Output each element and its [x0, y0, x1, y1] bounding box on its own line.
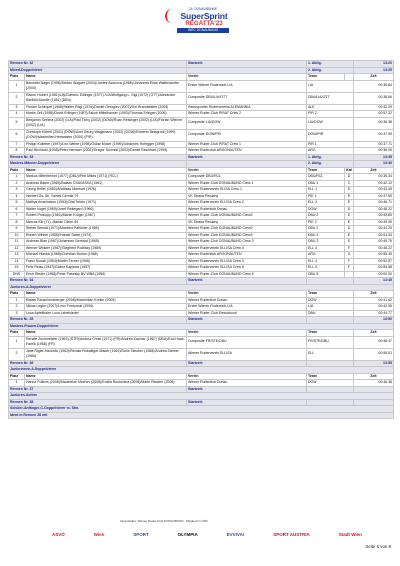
table-row: 4 Herbert Gs. 56, Tomáš Cernák 79 VK Strana Pieslany PIE 1 E 00:47.59	[9, 193, 394, 200]
sponsor-logo: OLYMPIA	[177, 532, 198, 537]
table-header: Platz Name Verein Team Zeit	[9, 373, 394, 380]
sponsor-logos	[52, 532, 362, 537]
table-row: 1 Markus Mitterlehner (1977) (DBU)/Petr Mikes (1971) (RCL) Composite DBU/RCL DBU/RCL D 00:35.34	[9, 174, 394, 181]
table-row: 1 Rafael Rauschensberger (2008)/Maximilian Kreiler (2005) Wiener Ruderklub Donau DOW 00:41.62	[9, 297, 394, 304]
race-header-36: Rennen Nr. 36 Startzeit: 13:55	[10, 360, 392, 365]
table-row: 13 Michael Hlavka (1968)/Christian Bohan (1968) Wiener Ruderklub ARGONAUTEN ARG G 00:55.35	[9, 252, 394, 259]
lauf-label: 2. Abtlg.	[307, 67, 354, 74]
table-header: Platz Name Verein Team Zeit	[9, 291, 394, 298]
table-row: 5 Benjamin Svelma (2002) (LIA)/Paul Tichy (2002) (DOW)/Roan Reisinger (2002) (LIA)/Florian Wiemer (2002) (LIA) Composite LIA/DOW LIA/DOW 00:36.38	[9, 117, 394, 129]
race-sub: Mixed-Doppelvierer	[9, 67, 187, 74]
footer-note: Veranstalter: Wiener Ruder-Club DONAUBUND · Mitglied im ÖRV	[120, 519, 208, 523]
race-header-34: Rennen Nr. 34 Startzeit: 13:45	[10, 278, 392, 282]
results-table	[8, 60, 394, 419]
col-name: Name	[25, 74, 187, 81]
sponsor-logo: SPORT	[133, 532, 149, 537]
page-number: Seite 6 von 8	[365, 544, 391, 549]
table-row: 8 Paul Bechtold (1998)/Peter Herrarzt (2001)/Gregor Schmidt (2002)/Daniel Reichhart (1999) Wiener Ruderclub ARGONAUTEN ARG 00:38.05	[9, 148, 394, 155]
startzeit-label: Startzeit:	[187, 61, 307, 68]
sponsor-logo: EVVIVA!	[226, 532, 245, 537]
table-row: 14 Franz Novak (1954)/Martin Ferner (1968) Wiener Ruderverein ELLISA Crew 3 ELL 3 F 00:53.87	[9, 258, 394, 265]
table-row: 2 Andreas Bauer (1965)/Balázs CSAVÁSKA (1961) Wiener Ruder-Club DONAUBUND Crew 1 DBU 1 C 00:42.12	[9, 180, 394, 187]
table-row: 11 Andreas Blas (1967)/Johannes Gerhard (1965) Wiener Ruder-Club DONAUBUND Crew 3 DBU 3 E 00:49.76	[9, 239, 394, 246]
table-row: 2 Rainer Hubert (1981)/Lily/Dominic Edlinger (1977) /LIA/Wolfgang L. Sigl (1972) (OTT)/Alexander Barfield-Mantle (1981) (DBU) Composite DBU/LIA/OTT DBU/LIA/OTT 00:38.66	[9, 92, 394, 104]
race-title: Rennen Nr. 32	[9, 61, 187, 68]
table-row: 10 Robert Winkel (1958)/Harald Sabel (1974) Wiener Ruder-Club DONAUBUND Crew3 DBU 4 E 00:51.34	[9, 232, 394, 239]
regatta-logo	[163, 6, 243, 36]
sponsor-logo: Stadt Wien	[338, 532, 362, 537]
table-row: 1 Benedikt Nagel (1996)/Stefan Wagner (2004)/Jantes Asanova (1988)/Johannes Elias Waltenstorfer (2000) Erster Wiener Ruderclub LIA LIA 00:36.84	[9, 80, 394, 92]
table-row: 7 Philipp Kolleber (1997)/Leo Weber (1998)/Oskar Moser (1999)/Johannes Hofegger (1998) Wiener Ruder-Club PIRAT Crew 1 PIR 1 00:37.71	[9, 141, 394, 148]
table-row: 8 Marcus Kik (71), Marian Oliver 64 VK Strana Pieslany PIE 2 E 00:49.45	[9, 219, 394, 226]
race-sub-36: Juniorinnen-A-Doppelvierer	[9, 367, 394, 374]
table-row: 3 Georg Heller (1962)/Matthias Manhart (1976) Wiener Ruderverein ELISA Crew 1 ELL 1 E 00:43.45	[9, 187, 394, 194]
table-row: 12 Werner Winkler (1967)/Siegfried Podfisky (1969) Wiener Ruderverein ELLISA Crew 4 ELL 4 F 00:48.22	[9, 245, 394, 252]
race-header-37: Rennen Nr. 37 Startzeit:	[9, 386, 394, 393]
col-platz: Platz	[9, 74, 25, 81]
col-zeit: Zeit	[354, 74, 394, 81]
table-row: 2 Niklas Legler (2007)/Leon Ferdynski (2006) Erster Wiener Ruderclub LIA LIA 00:42.55	[9, 304, 394, 311]
race-header-33: Rennen Nr. 33 Startzeit: 1. Abtlg. 13:35	[10, 154, 392, 159]
race-sub-37: Junioren-Achter	[9, 393, 394, 400]
table-row: 6 Christoph Köberl (2001) (DOW)/Axel Georg Wagemann (2002) (DOW)/Roberto Belagrodi (1999) (DOW)/Maximilian Hertwaster (2000) (PIR) Composite DOW/PIR DOW/PIR 00:37.39	[9, 129, 394, 141]
table-row: 2 Jane Rigler-Hackoliz (1962)/Renate Rubaltiger-Mader (1961)/Doris Taeuber (1968)/Andrea Siebrer (1966) Wiener Ruderverein ELLISA ELL 00:55.02	[9, 348, 394, 360]
table-row: 1 Hanna Pullens (2008)/Madeleine Mirchev (2008)/Emilia Roshchina (2008)/Marie Riedere (2008) Wiener Ruderklub Donau DOW 00:46.38	[9, 380, 394, 387]
sponsor-logo: Wien	[93, 532, 105, 537]
table-row: 15 Felix Reiss (1947)/Gabor Kaplesis (1957) Wiener Ruderverein ELLISA Crew 5 ELL 5 F 00:59.58	[9, 265, 394, 272]
page-footer	[8, 520, 393, 560]
table-row: 3 Florian Schimpel (1968)/Walter Rögl (1976)/Daniel Georgiev (2007)/Tim Brandstätter (2008) Kanusportler Rudervereins ALEMANNIA ALE 00:42.29	[9, 104, 394, 111]
start-time: 13:20	[354, 61, 394, 68]
race-extra-38: Ident m Rennen 28 mit	[9, 412, 394, 419]
table-row: 5 Mathys Anselmsion (1963)/Olaf Tebbe (1971) Wiener Ruderverein ELLISA Crew 2 ELL 2 E 00:46.71	[9, 200, 394, 207]
race-header-35: Rennen Nr. 35 Startzeit: 13:50	[10, 317, 392, 321]
race-sub-38: Schüler-Anfänger-C-Doppelvierer m. Stm.	[9, 406, 394, 413]
table-row: 9 Stefan Sebold (1971)/Manfred Parlicher (1965) Wiener Ruder-Club DONAUBUND Crew2 DBU 2 D 00:44.29	[9, 226, 394, 233]
table-row: 4 Martin Ortl (1958)/David Erlinger (1987)/Jakob Mittelhauser (1993)/Thomas Erlinger (2006) Wiener Ruder-Club PIRAT Crew 2 PIR 2 00:57.22	[9, 111, 394, 118]
logo-line2: SuperSprint	[180, 11, 228, 21]
table-row: 3 Luca Apfelthaler Luca Lebelsieder Wiener Ruder-Club Dessahund DBU 00:44.77	[9, 310, 394, 317]
table-row: DNS Erich Rieder (1958)/Peter Pasesky BV WBA (1956) Wiener Ruder-Club DONAUBUND Crew 5 DBU 5 00:00.00	[9, 271, 394, 278]
sponsor-logo: ASVÖ	[52, 532, 65, 537]
race-sub-34: Junioren-A-Doppelvierer	[9, 284, 394, 291]
logo-line4: WRC DONAUBUND	[177, 28, 229, 33]
table-row: 6 Walter Vogel (1969)/Josef Rettegard (1966) Wiener Ruderklub Donau DOW D 00:48.22	[9, 206, 394, 213]
race-header-38: Rennen Nr. 38 Startzeit:	[9, 399, 394, 406]
logo-line1: 24. DONAUBÜHNE	[189, 7, 217, 11]
race-sub-33: Masters-Männer-Doppelvierer 2. Abtlg. 13:40	[10, 161, 392, 165]
start-time: 13:25	[354, 67, 394, 74]
race-sub-35: Masters-Frauen-Doppelvierer	[9, 323, 394, 330]
sponsor-logo: SPORT AUSTRIA	[273, 532, 310, 537]
logo-line3: REGATTA'23	[185, 20, 223, 27]
table-header: Platz Name Verein Team Kat Zeit	[9, 167, 394, 174]
table-row: 7 Robert Prokopp (1946)/Martin Krüger (1967) Wiener Ruder-Club DONAUBUND Crew2 DBU 2 E 00:49.85	[9, 213, 394, 220]
col-team: Team	[307, 74, 345, 81]
lauf-label: 1. Abtlg.	[307, 61, 354, 68]
table-row: 1 Renate Zechmeister (1963) (STR)/Andrea Christ (1971) (FR)/Andrea Kazmer (1967) (DBU)/Eva Haas-Farnik (1968) (FR) Composite FR/STE/DBU FR/STE/DBU 00:48.47	[9, 336, 394, 348]
table-header: Platz Name Verein Team Zeit	[9, 330, 394, 337]
col-verein: Verein	[187, 74, 307, 81]
